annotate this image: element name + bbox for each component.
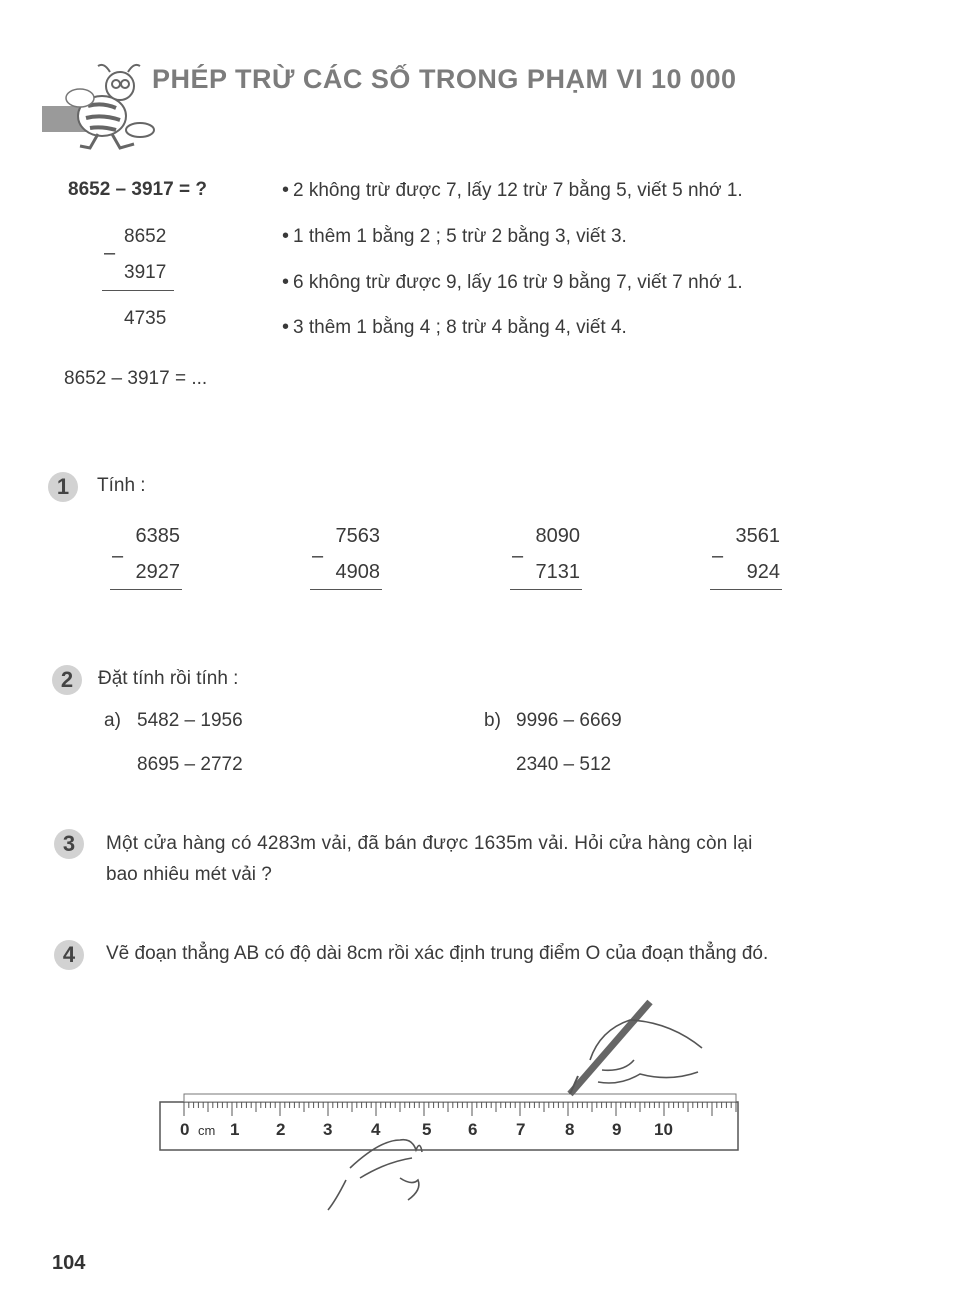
ruler-label-6: 6 — [468, 1120, 478, 1139]
ex1-p3-top: 8090 — [535, 525, 580, 547]
exercise-1-label: Tính : — [97, 475, 146, 496]
exercise-3-badge: 3 — [54, 829, 84, 859]
ruler-label-0: 0 — [180, 1120, 190, 1139]
page-title: PHÉP TRỪ CÁC SỐ TRONG PHẠM VI 10 000 — [152, 64, 737, 94]
ex1-p4-line — [710, 589, 782, 590]
ex1-p4-minus: – — [712, 545, 724, 567]
exercise-1-badge: 1 — [48, 472, 78, 502]
ruler-label-4: 4 — [371, 1120, 381, 1139]
ex2-a2: 8695 – 2772 — [137, 754, 243, 775]
ex1-p2-top: 7563 — [335, 525, 380, 547]
example-question: 8652 – 3917 = ? — [68, 179, 207, 200]
example-step-1: • 2 không trừ được 7, lấy 12 trừ 7 bằng 5, viết 5 nhớ 1. — [282, 179, 743, 202]
exercise-3-line-2: bao nhiêu mét vải ? — [106, 864, 272, 885]
ex1-p2-line — [310, 589, 382, 590]
page-number: 104 — [52, 1252, 86, 1274]
exercise-4-badge: 4 — [54, 940, 84, 970]
ex2-b1: 9996 – 6669 — [516, 710, 622, 731]
example-sum-line — [102, 290, 174, 291]
ex1-p1-bottom: 2927 — [135, 561, 180, 583]
ex2-b2: 2340 – 512 — [516, 754, 612, 775]
ruler-label-8: 8 — [565, 1120, 575, 1139]
ex2-b-label: b) — [484, 710, 501, 731]
exercise-2-label: Đặt tính rồi tính : — [98, 668, 239, 689]
example-step-3: • 6 không trừ được 9, lấy 16 trừ 9 bằng 7, viết 7 nhớ 1. — [282, 271, 743, 294]
ex1-p3-bottom: 7131 — [535, 561, 580, 583]
ruler-label-9: 9 — [612, 1120, 622, 1139]
exercise-2-badge: 2 — [52, 665, 82, 695]
bee-mascot-icon — [40, 58, 160, 158]
ruler-label-7: 7 — [516, 1120, 526, 1139]
ex1-p1-top: 6385 — [135, 525, 180, 547]
ex1-p2-minus: – — [312, 545, 324, 567]
ruler-unit: cm — [198, 1123, 216, 1138]
example-subtrahend: 3917 — [124, 262, 167, 283]
ruler-label-1: 1 — [230, 1120, 240, 1139]
ex1-p3-minus: – — [512, 545, 524, 567]
exercise-3-line-1: Một cửa hàng có 4283m vải, đã bán được 1635m vải. Hỏi cửa hàng còn lại — [106, 833, 753, 854]
ex1-p1-line — [110, 589, 182, 590]
example-answer-line: 8652 – 3917 = ... — [64, 368, 208, 389]
exercise-4-text: Vẽ đoạn thẳng AB có độ dài 8cm rồi xác định trung điểm O của đoạn thẳng đó. — [106, 943, 769, 964]
ex2-a1: 5482 – 1956 — [137, 710, 243, 731]
ruler — [160, 1094, 738, 1150]
ex1-p4-top: 3561 — [735, 525, 780, 547]
example-step-2: • 1 thêm 1 bằng 2 ; 5 trừ 2 bằng 3, viết 3. — [282, 225, 627, 248]
ruler-label-2: 2 — [276, 1120, 286, 1139]
ruler-label-3: 3 — [323, 1120, 333, 1139]
ex1-p3-line — [510, 589, 582, 590]
ruler-label-5: 5 — [422, 1120, 432, 1139]
hand-with-pencil-icon — [570, 1002, 702, 1094]
example-result: 4735 — [124, 308, 167, 329]
ruler-label-10: 10 — [654, 1120, 673, 1139]
ex2-a-label: a) — [104, 710, 121, 731]
ruler-illustration — [150, 990, 750, 1220]
example-minus-sign: – — [104, 242, 116, 264]
example-step-4: • 3 thêm 1 bằng 4 ; 8 trừ 4 bằng 4, viết 4. — [282, 316, 627, 339]
ex1-p2-bottom: 4908 — [335, 561, 380, 583]
ex1-p4-bottom: 924 — [746, 561, 780, 583]
example-minuend: 8652 — [124, 226, 167, 247]
ex1-p1-minus: – — [112, 545, 124, 567]
